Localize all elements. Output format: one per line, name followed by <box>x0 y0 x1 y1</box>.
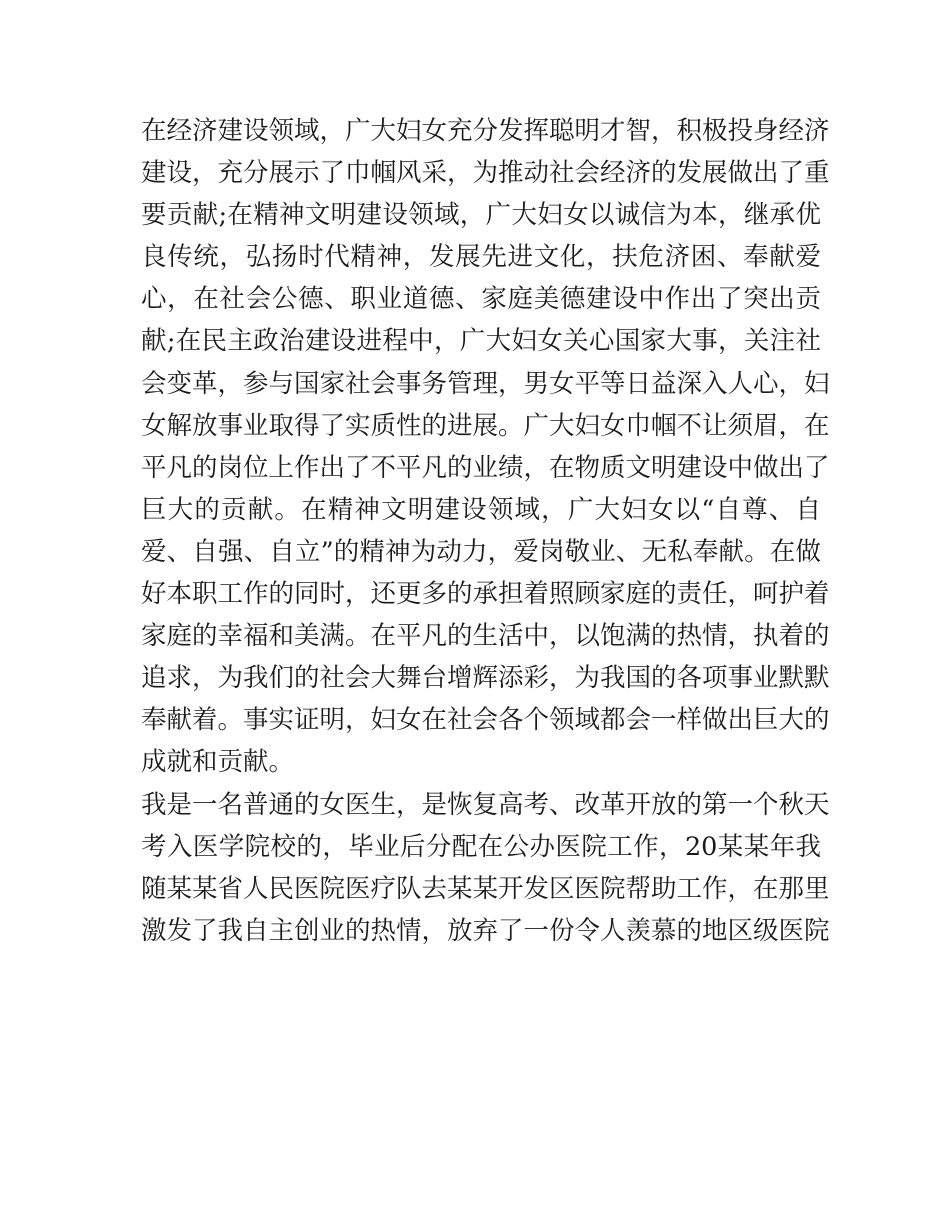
text-line: 会变革，参与国家社会事务管理，男女平等日益深入人心，妇 <box>141 368 830 399</box>
paragraph <box>141 110 830 784</box>
text-line: 奉献着。事实证明，妇女在社会各个领域都会一样做出巨大的 <box>141 705 830 736</box>
text-line: 家庭的幸福和美满。在平凡的生活中，以饱满的热情，执着的 <box>141 621 830 652</box>
text-line: 平凡的岗位上作出了不平凡的业绩，在物质文明建设中做出了 <box>141 452 830 483</box>
text-line: 成就和贡献。 <box>141 747 295 778</box>
text-line: 献;在民主政治建设进程中，广大妇女关心国家大事，关注社 <box>141 326 821 357</box>
text-line: 巨大的贡献。在精神文明建设领域，广大妇女以“自尊、自 <box>141 494 821 525</box>
text-line: 心，在社会公德、职业道德、家庭美德建设中作出了突出贡 <box>141 284 821 315</box>
text-line: 要贡献;在精神文明建设领域，广大妇女以诚信为本，继承优 <box>141 200 821 231</box>
text-line: 我是一名普通的女医生，是恢复高考、改革开放的第一个秋天 <box>141 789 830 820</box>
text-line: 爱、自强、自立”的精神为动力，爱岗敬业、无私奉献。在做 <box>141 536 821 567</box>
text-line: 激发了我自主创业的热情，放弃了一份令人羡慕的地区级医院 <box>141 915 830 946</box>
text-line: 良传统，弘扬时代精神，发展先进文化，扶危济困、奉献爱 <box>141 242 821 273</box>
paragraph <box>141 784 830 952</box>
text-line: 考入医学院校的，毕业后分配在公办医院工作，20某某年我 <box>141 831 821 862</box>
text-line: 随某某省人民医院医疗队去某某开发区医院帮助工作，在那里 <box>141 873 830 904</box>
document-body <box>141 110 830 952</box>
text-line: 好本职工作的同时，还更多的承担着照顾家庭的责任，呵护着 <box>141 579 830 610</box>
text-line: 追求，为我们的社会大舞台增辉添彩，为我国的各项事业默默 <box>141 663 830 694</box>
text-line: 建设，充分展示了巾帼风采，为推动社会经济的发展做出了重 <box>141 158 830 189</box>
text-line: 女解放事业取得了实质性的进展。广大妇女巾帼不让须眉，在 <box>141 410 830 441</box>
text-line: 在经济建设领域，广大妇女充分发挥聪明才智，积极投身经济 <box>141 116 830 146</box>
